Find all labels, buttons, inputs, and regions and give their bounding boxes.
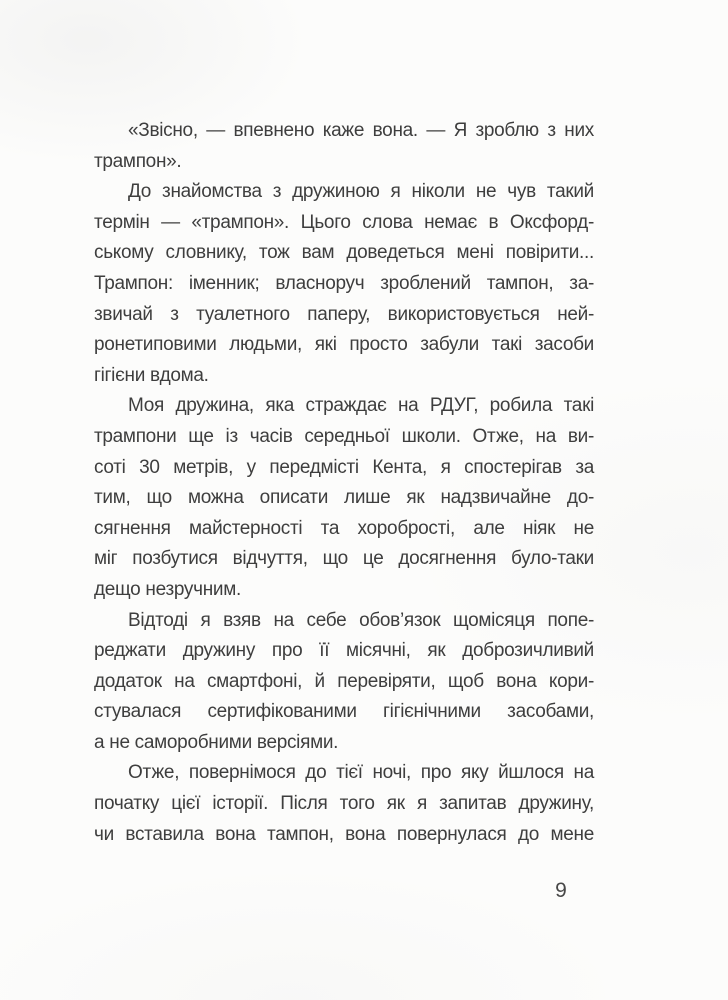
paragraph: [94, 177, 594, 391]
text-line: міг позбутися відчуття, що це досягнення було-таки: [94, 548, 594, 570]
text-line: реджати дружину про її місячні, як доброзичливий: [94, 640, 594, 662]
text-line: тим, що можна описати лише як надзвичайне до-: [94, 487, 594, 509]
text-line: Отже, повернімося до тієї ночі, про яку йшлося на: [128, 762, 594, 784]
text-line: Відтоді я взяв на себе обов’язок щомісяця попе-: [128, 609, 594, 631]
text-line: «Звісно, — впевнено каже вона. — Я зроблю з них: [128, 120, 594, 141]
text-line: ронетиповими людьми, які просто забули такі засоби: [94, 334, 594, 356]
text-line: додаток на смартфоні, й перевіряти, щоб вона кори-: [94, 670, 594, 692]
text-line: термін — «трампон». Цього слова немає в Оксфорд-: [94, 211, 594, 233]
body-text: [94, 116, 594, 850]
text-line: соті 30 метрів, у передмісті Кента, я спостерігав за: [94, 456, 594, 478]
text-line: стувалася сертифікованими гігієнічними засобами,: [94, 701, 594, 723]
text-line: трампони ще із часів середньої школи. Отже, на ви-: [94, 425, 594, 447]
text-line: До знайомства з дружиною я ніколи не чув такий: [128, 181, 594, 203]
text-line: трампон».: [94, 150, 182, 172]
paragraph: [94, 391, 594, 605]
text-line: сягнення майстерності та хоробрості, але ніяк не: [94, 517, 594, 539]
text-line: чи вставила вона тампон, вона повернулася до мене: [94, 823, 594, 845]
text-line: Трампон: іменник; власноруч зроблений тампон, за-: [94, 272, 594, 294]
text-line: дещо незручним.: [94, 578, 241, 600]
text-line: звичай з туалетного паперу, використовується ней-: [94, 303, 594, 325]
paragraph: [94, 758, 594, 850]
text-line: гігієни вдома.: [94, 364, 209, 386]
text-line: початку цієї історії. Після того як я запитав дружину,: [94, 793, 594, 815]
page-number: 9: [555, 879, 567, 902]
paragraph: [94, 116, 594, 177]
paragraph: [94, 606, 594, 759]
text-line: Моя дружина, яка страждає на РДУГ, робила такі: [128, 395, 594, 417]
text-line: ському словнику, тож вам доведеться мені повірити...: [94, 242, 594, 264]
text-line: а не саморобними версіями.: [94, 731, 339, 753]
